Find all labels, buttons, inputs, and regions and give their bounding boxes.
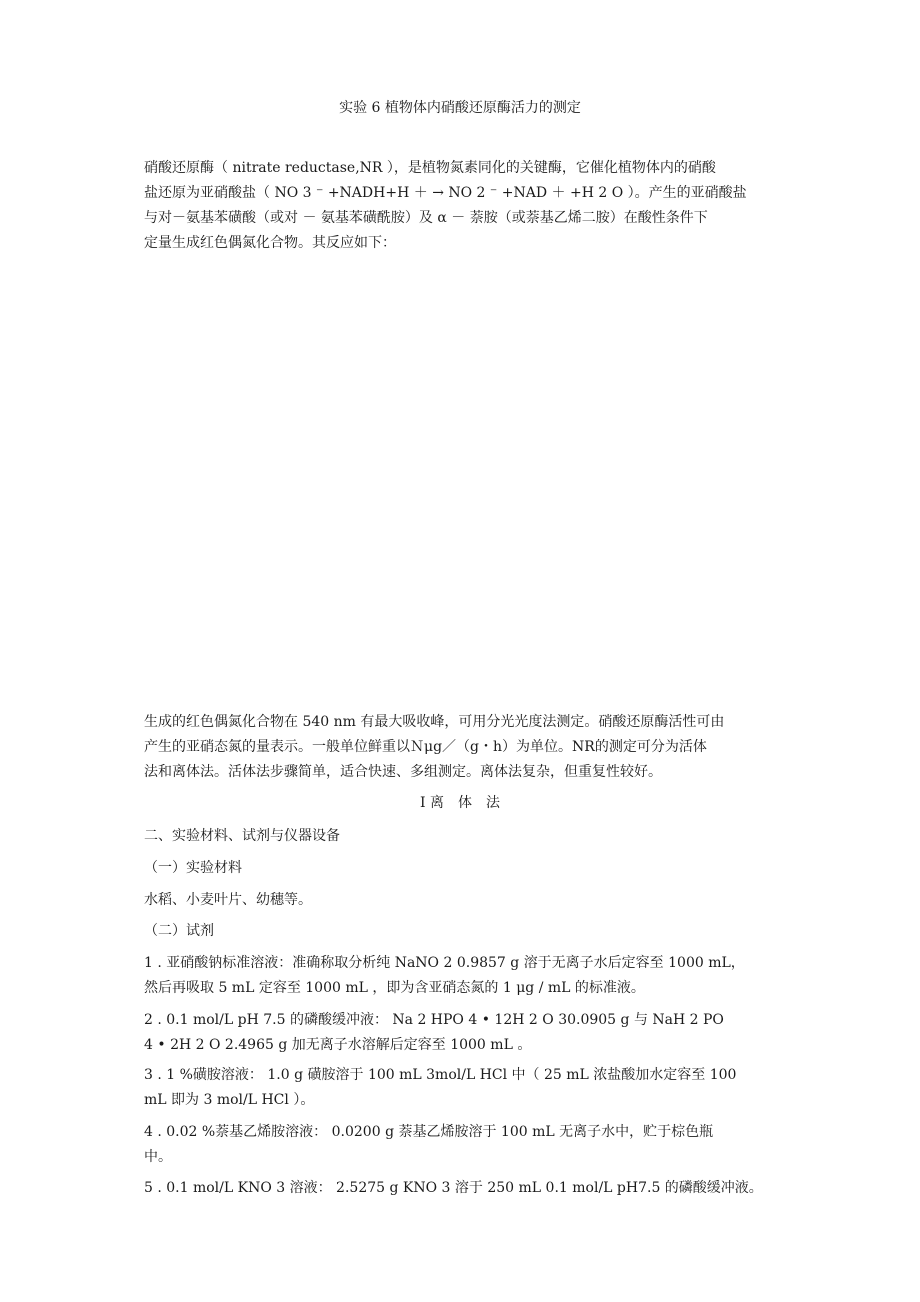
intro-line: 硝酸还原酶（ nitrate reductase,NR ），是植物氮素同化的关键酶，它催化植物体内的硝酸 (144, 160, 716, 176)
principle-line: 生成的红色偶氮化合物在 540 nm 有最大吸收峰，可用分光光度法测定。硝酸还原酶活性可由 (144, 714, 725, 730)
section-heading: 二、实验材料、试剂与仪器设备 (144, 828, 340, 844)
page-title: 实验 6 植物体内硝酸还原酶活力的测定 (339, 100, 581, 116)
materials-text: 水稻、小麦叶片、幼穗等。 (144, 892, 312, 908)
reagent-line: mL 即为 3 mol/L HCl ）。 (144, 1092, 315, 1108)
reagent-item (144, 1120, 784, 1170)
reagent-item (144, 1063, 784, 1113)
intro-paragraph (144, 156, 784, 256)
intro-line: 定量生成红色偶氮化合物。其反应如下： (144, 235, 396, 251)
principle-line: 产生的亚硝态氮的量表示。一般单位鲜重以Ｎμg／（g・h）为单位。NR的测定可分为活体 (144, 739, 707, 755)
reagent-line: 4 • 2H 2 O 2.4965 g 加无离子水溶解后定容至 1000 mL 。 (144, 1037, 532, 1053)
principle-line: 法和离体法。活体法步骤简单，适合快速、多组测定。离体法复杂，但重复性较好。 (144, 764, 662, 780)
reagent-line: 1 . 亚硝酸钠标准溶液：准确称取分析纯 NaNO 2 0.9857 g 溶于无离子水后定容至 1000 mL， (144, 955, 745, 971)
reagent-line: 2 . 0.1 mol/L pH 7.5 的磷酸缓冲液： Na 2 HPO 4 • 12H 2 O 30.0905 g 与 NaH 2 PO (144, 1012, 724, 1028)
reagent-line: 5 . 0.1 mol/L KNO 3 溶液： 2.5275 g KNO 3 溶于 250 mL 0.1 mol/L pH7.5 的磷酸缓冲液。 (144, 1180, 763, 1196)
materials-heading: （一）实验材料 (144, 860, 242, 876)
reagent-line: 4 . 0.02 %萘基乙烯胺溶液： 0.0200 g 萘基乙烯胺溶于 100 mL 无离子水中，贮于棕色瓶 (144, 1124, 714, 1140)
intro-line: 与对－氨基苯磺酸（或对 － 氨基苯磺酰胺）及 α － 萘胺（或萘基乙烯二胺）在酸性条件下 (144, 210, 708, 226)
principle-paragraph (144, 710, 784, 785)
reagent-item (144, 1176, 784, 1201)
reagent-line: 然后再吸取 5 mL 定容至 1000 mL ，即为含亚硝态氮的 1 μg / mL 的标准液。 (144, 980, 645, 996)
reagents-heading: （二）试剂 (144, 923, 214, 939)
section-title: Ⅰ 离 体 法 (420, 795, 500, 811)
reagent-line: 中。 (144, 1149, 172, 1165)
reagent-item (144, 1008, 784, 1058)
reagent-line: 3 . 1 %磺胺溶液： 1.0 g 磺胺溶于 100 mL 3mol/L HCl 中（ 25 mL 浓盐酸加水定容至 100 (144, 1067, 737, 1083)
reagent-item (144, 951, 784, 1001)
intro-line: 盐还原为亚硝酸盐（ NO 3 ⁻ +NADH+H ＋ → NO 2 ⁻ +NAD ＋ +H 2 O ）。产生的亚硝酸盐 (144, 185, 747, 201)
reaction-figure-area (144, 265, 784, 695)
